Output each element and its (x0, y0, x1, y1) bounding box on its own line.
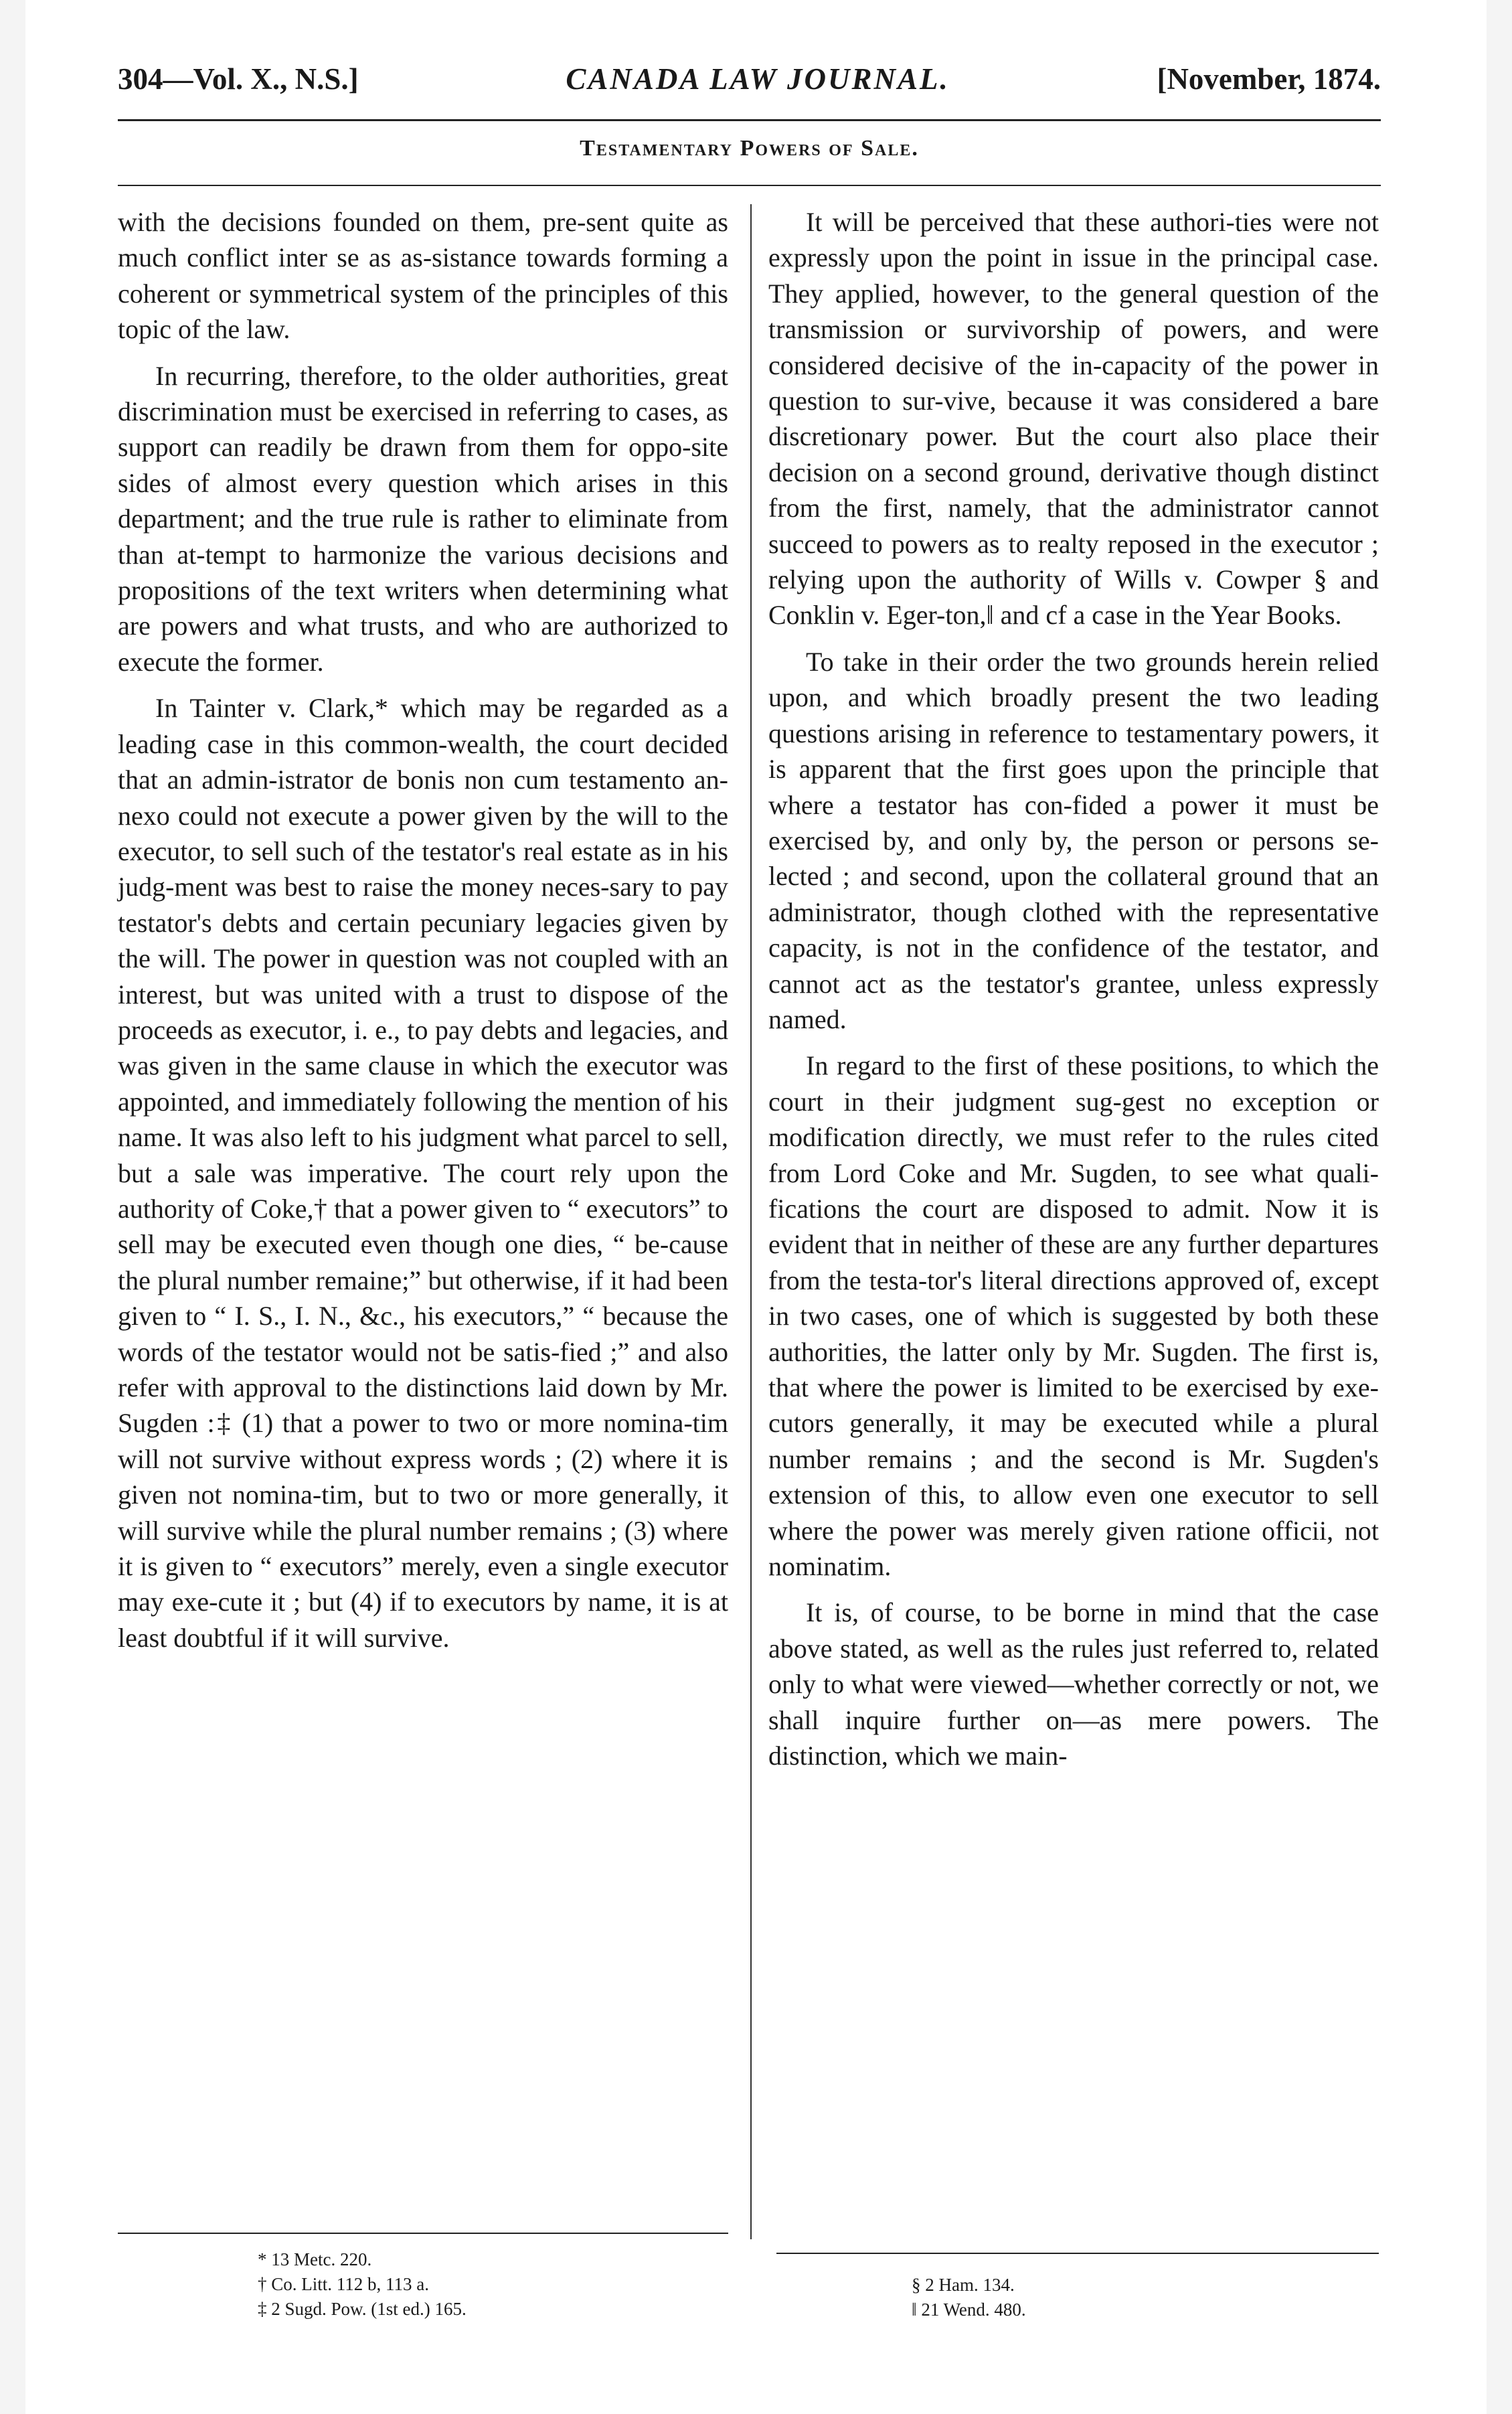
header-rule (118, 119, 1381, 121)
page-edge-right (1487, 0, 1512, 2414)
paragraph: It is, of course, to be borne in mind that the case above stated, as well as the rules just referred to, related only to what were viewed—whether correctly or not, we shall inquire further on—as mere powers. The distinction, which we main- (768, 1597, 1379, 1771)
subhead-rule (118, 185, 1381, 186)
footnotes-left (258, 2247, 467, 2322)
footnote: † Co. Litt. 112 b, 113 a. (258, 2274, 429, 2294)
paragraph: In Tainter v. Clark,* which may be regarded as a leading case in this common-wealth, the court decided that an admin-istrator de bonis non cum testamento an-nexo could not execute a power given by the will to the executor, to sell such of the testator's real estate as in his judg-ment was best to raise the money neces-sary to pay testator's debts and certain pecuniary legacies given by the will. The power in question was not coupled with an interest, but was united with a trust to dispose of the proceeds as executor, i. e., to pay debts and legacies, and was given in the same clause in which the executor was appointed, and immediately following the mention of his name. It was also left to his judgment what parcel to sell, but a sale was imperative. The court rely upon the authority of Coke,† that a power given to “ executors” to sell may be executed even though one dies, “ be-cause the plural number remaine;” but otherwise, if it had been given to “ I. S., I. N., &c., his executors,” “ because the words of the testator would not be satis-fied ;” and also refer with approval to the distinctions laid down by Mr. Sugden :‡ (1) that a power to two or more nomina-tim will not survive without express words ; (2) where it is given not nomina-tim, but to two or more generally, it will survive while the plural number remains ; (3) where it is given to “ executors” merely, even a single executor may exe-cute it ; but (4) if to executors by name, it is at least doubtful if it will survive. (118, 693, 728, 1653)
header-date: [November, 1874. (1157, 62, 1381, 96)
footnote-rule-right (776, 2253, 1379, 2254)
header-volume: 304—Vol. X., N.S.] (118, 62, 359, 96)
section-title: Testamentary Powers of Sale. (580, 136, 919, 161)
paragraph: It will be perceived that these authori-ties were not expressly upon the point in issue in the principal case. They applied, however, to the general question of the transmission or survivorship of powers, and were considered decisive of the in-capacity of the power in question to sur-vive, because it was considered a bare discretionary power. But the court also place their decision on a second ground, derivative though distinct from the first, namely, that the administrator cannot succeed to powers as to realty reposed in the executor ; relying upon the authority of Wills v. Cowper § and Conklin v. Eger-ton,‖ and cf a case in the Year Books. (768, 207, 1379, 631)
paragraph: To take in their order the two grounds herein relied upon, and which broadly present the two leading questions arising in reference to testamentary powers, it is apparent that the first goes upon the principle that where a testator has con-fided a power it must be exercised by, and only by, the person or persons se-lected ; and second, upon the collateral ground that an administrator, though clothed with the representative capacity, is not in the confidence of the testator, and cannot act as the testator's grantee, unless expressly named. (768, 646, 1379, 1034)
paragraph: In regard to the first of these positions, to which the court in their judgment sug-gest no exception or modification directly, we must refer to the rules cited from Lord Coke and Mr. Sugden, to see what quali-fications the court are disposed to admit. Now it is evident that in neither of these are any further departures from the testa-tor's literal directions approved of, except in two cases, one of which is suggested by both these authorities, the latter only by Mr. Sugden. The first is, that where the power is limited to be exercised by exe-cutors generally, it may be executed while a plural number remains ; and the second is Mr. Sugden's extension of this, to allow even one executor to sell where the power was merely given ratione officii, not nominatim. (768, 1050, 1379, 1582)
right-column (768, 204, 1379, 1773)
paragraph: In recurring, therefore, to the older authorities, great discrimination must be exercised in referring to cases, as support can readily be drawn from them for oppo-site sides of almost every question which arises in this department; and the true rule is rather to eliminate from than at-tempt to harmonize the various decisions and propositions of the text writers when determining what are powers and what trusts, and who are authorized to execute the former. (118, 360, 728, 677)
paragraph: with the decisions founded on them, pre-sent quite as much conflict inter se as as-sistance towards forming a coherent or symmetrical system of the principles of this topic of the law. (118, 207, 728, 345)
header-journal-title: CANADA LAW JOURNAL. (566, 62, 950, 96)
left-column (118, 204, 728, 1656)
footnote: ‖ 21 Wend. 480. (912, 2300, 1026, 2320)
running-header (118, 52, 1381, 106)
page-edge-left (0, 0, 25, 2414)
footnote-rule-left (118, 2233, 728, 2234)
footnote: * 13 Metc. 220. (258, 2249, 372, 2269)
footnote: ‡ 2 Sugd. Pow. (1st ed.) 165. (258, 2299, 467, 2319)
column-divider (750, 204, 752, 2239)
footnotes-right (912, 2273, 1026, 2322)
footnote: § 2 Ham. 134. (912, 2275, 1015, 2295)
